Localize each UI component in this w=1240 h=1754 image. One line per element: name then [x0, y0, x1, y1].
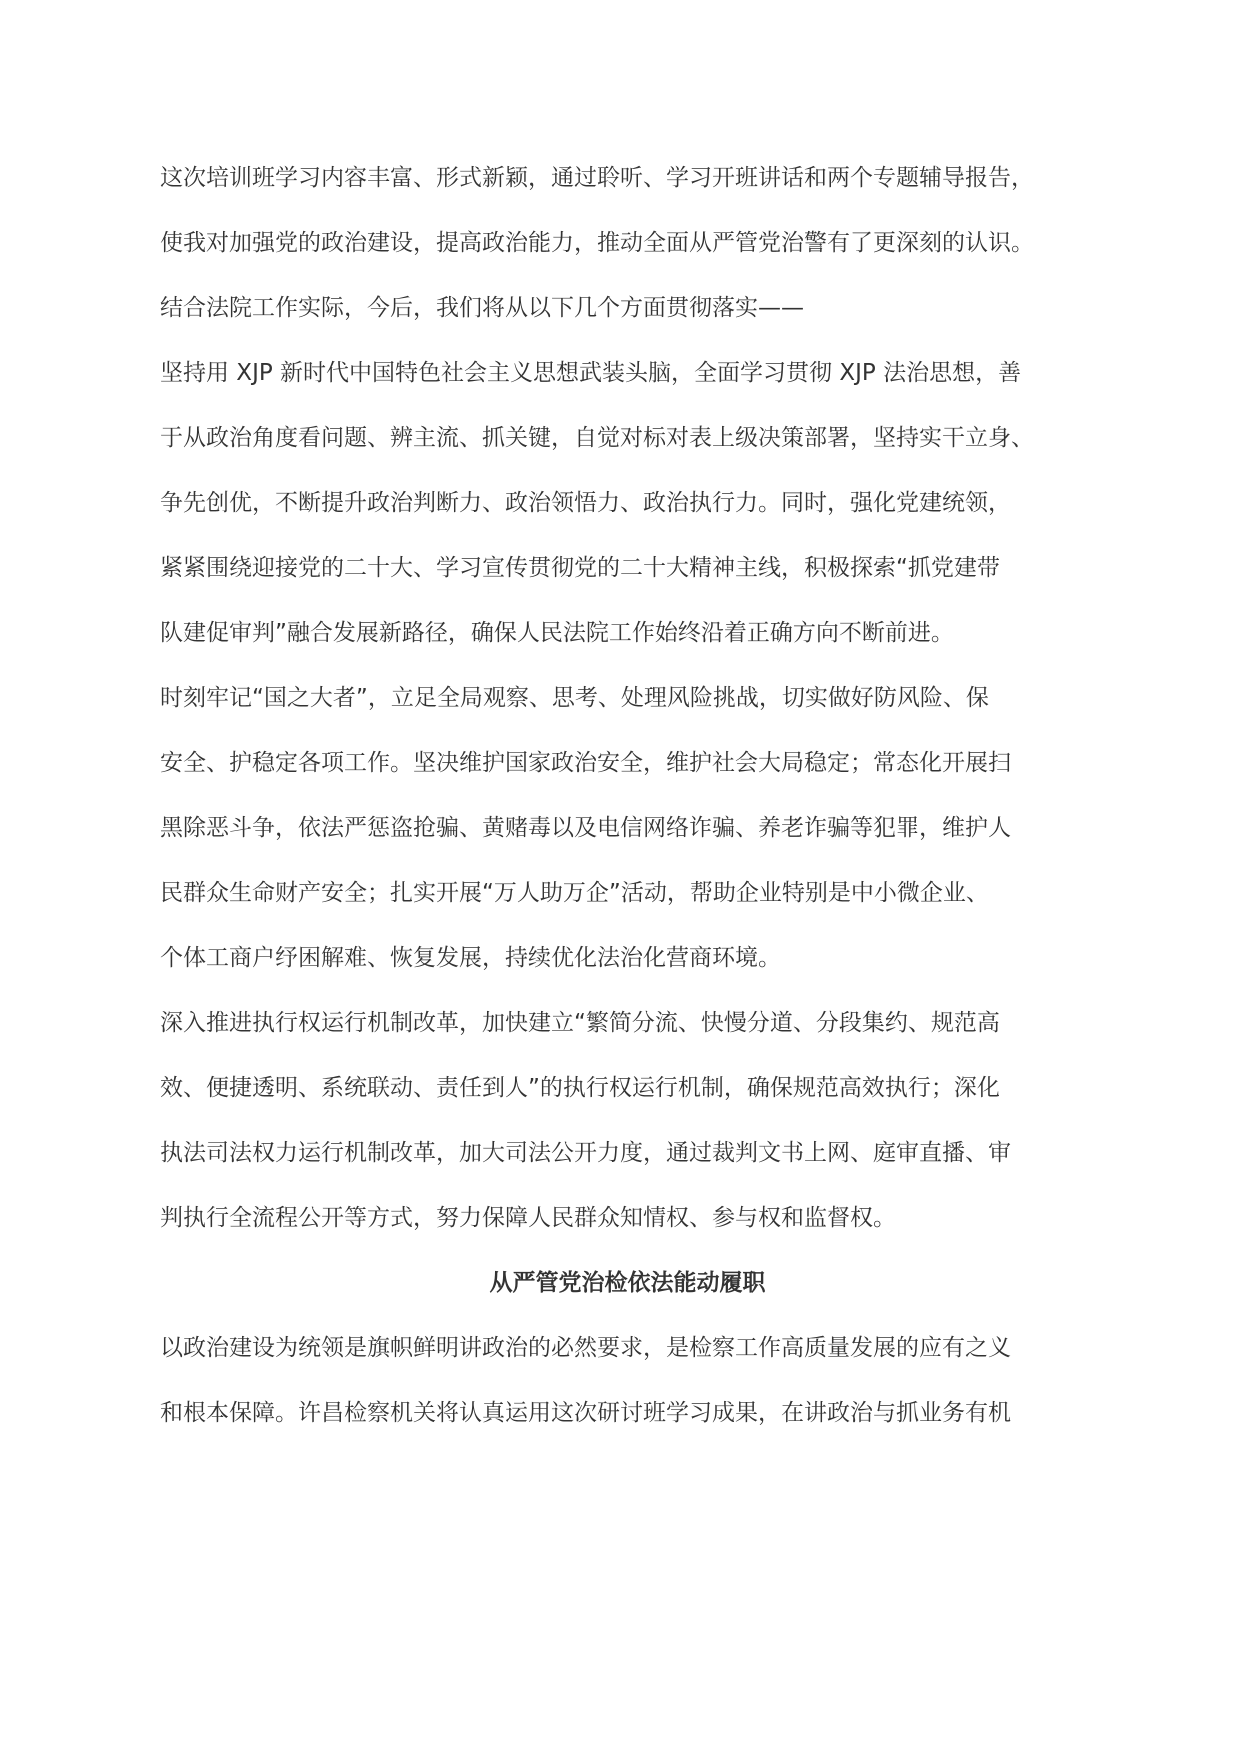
text-line: 黑除恶斗争，依法严惩盗抢骗、黄赌毒以及电信网络诈骗、养老诈骗等犯罪，维护人 [160, 815, 1011, 841]
text-line: 个体工商户纾困解难、恢复发展，持续优化法治化营商环境。 [160, 945, 781, 971]
section-heading: 从严管党治检依法能动履职 [489, 1270, 766, 1296]
text-line: 效、便捷透明、系统联动、责任到人”的执行权运行机制，确保规范高效执行；深化 [160, 1075, 1000, 1101]
text-line: 结合法院工作实际，今后，我们将从以下几个方面贯彻落实—— [160, 295, 804, 321]
text-line: 安全、护稳定各项工作。坚决维护国家政治安全，维护社会大局稳定；常态化开展扫 [160, 750, 1011, 776]
text-line: 队建促审判”融合发展新路径，确保人民法院工作始终沿着正确方向不断前进。 [160, 620, 954, 646]
text-line: 坚持用 XJP 新时代中国特色社会主义思想武装头脑，全面学习贯彻 XJP 法治思想，善 [160, 360, 1022, 386]
text-line: 判执行全流程公开等方式，努力保障人民群众知情权、参与权和监督权。 [160, 1205, 896, 1231]
text-line: 争先创优，不断提升政治判断力、政治领悟力、政治执行力。同时，强化党建统领， [160, 490, 1011, 516]
text-line: 使我对加强党的政治建设，提高政治能力，推动全面从严管党治警有了更深刻的认识。 [160, 230, 1034, 256]
text-line: 以政治建设为统领是旗帜鲜明讲政治的必然要求，是检察工作高质量发展的应有之义 [160, 1335, 1011, 1361]
text-line: 和根本保障。许昌检察机关将认真运用这次研讨班学习成果，在讲政治与抓业务有机 [160, 1400, 1011, 1426]
text-line: 民群众生命财产安全；扎实开展“万人助万企”活动，帮助企业特别是中小微企业、 [160, 880, 989, 906]
document-body [160, 146, 1095, 1446]
text-line: 紧紧围绕迎接党的二十大、学习宣传贯彻党的二十大精神主线，积极探索“抓党建带 [160, 555, 1000, 581]
text-line: 深入推进执行权运行机制改革，加快建立“繁简分流、快慢分道、分段集约、规范高 [160, 1010, 1000, 1036]
text-line: 执法司法权力运行机制改革，加大司法公开力度，通过裁判文书上网、庭审直播、审 [160, 1140, 1011, 1166]
text-line: 这次培训班学习内容丰富、形式新颖，通过聆听、学习开班讲话和两个专题辅导报告， [160, 165, 1034, 191]
text-line: 于从政治角度看问题、辨主流、抓关键，自觉对标对表上级决策部署，坚持实干立身、 [160, 425, 1034, 451]
text-line: 时刻牢记“国之大者”，立足全局观察、思考、处理风险挑战，切实做好防风险、保 [160, 685, 989, 711]
